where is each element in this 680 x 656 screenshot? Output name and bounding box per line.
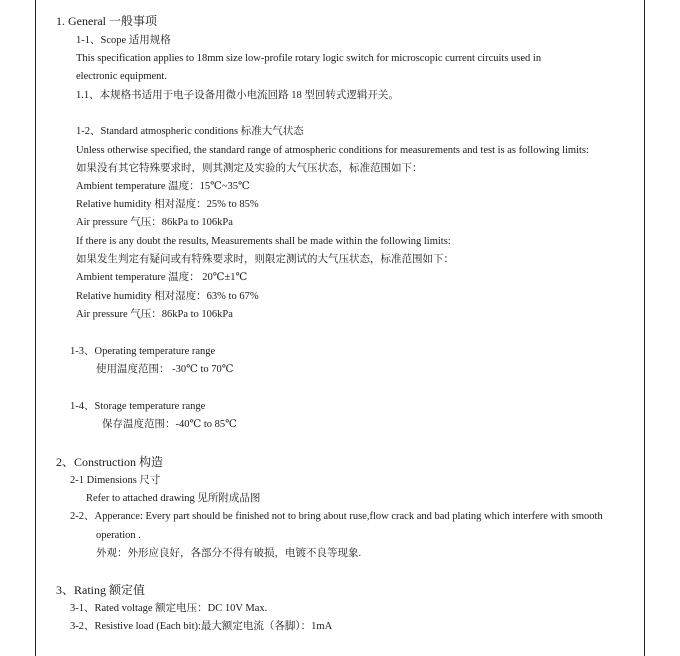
operating-temp-value: 使用温度范围： -30℃ to 70℃ [96, 364, 234, 375]
scope-text-en-1: This specification applies to 18mm size low-profile rotary logic switch for microscopic current circuits used in [76, 53, 542, 64]
operating-temp-heading: 1-3、Operating temperature range [70, 346, 216, 357]
appearance-text-zh: 外观：外形应良好，各部分不得有破损，电镀不良等现象. [96, 548, 362, 559]
scope-text-en-2: electronic equipment. [76, 71, 167, 82]
section-rating-heading: 3、Rating 额定值 [56, 583, 145, 597]
section-general-heading: 1. General 一般事项 [56, 14, 157, 28]
appearance-text-1: 2-2、Apperance: Every part should be finished not to bring about ruse,flow crack and bad plating which interfere with smooth [70, 511, 603, 522]
relative-humidity: Relative humidity 相对湿度：25% to 85% [76, 199, 259, 210]
ambient-temperature: Ambient temperature 温度：15℃~35℃ [76, 181, 250, 192]
relative-humidity-2: Relative humidity 相对湿度：63% to 67% [76, 291, 259, 302]
scope-text-zh: 1.1、本规格书适用于电子设备用微小电流回路 18 型回转式逻辑开关。 [76, 90, 399, 101]
resistive-load: 3-2、Resistive load (Each bit):最大额定电流（各脚）：1mA [70, 621, 333, 632]
dimensions-heading: 2-1 Dimensions 尺寸 [70, 475, 161, 486]
storage-temp-heading: 1-4、Storage temperature range [70, 401, 206, 412]
atmospheric-intro-zh: 如果没有其它特殊要求时，则其测定及实验的大气压状态，标准范围如下： [76, 163, 423, 174]
atmospheric-intro-en: Unless otherwise specified, the standard range of atmospheric conditions for measurements and test is as following limits: [76, 145, 589, 156]
appearance-text-2: operation . [96, 530, 141, 541]
doubt-text-zh: 如果发生判定有疑问或有特殊要求时，则限定测试的大气压状态，标准范围如下： [76, 254, 454, 265]
atmospheric-heading: 1-2、Standard atmospheric conditions 标准大气状态 [76, 126, 304, 137]
storage-temp-value: 保存温度范围：-40℃ to 85℃ [102, 419, 237, 430]
ambient-temperature-2: Ambient temperature 温度： 20℃±1℃ [76, 272, 248, 283]
section-construction-heading: 2、Construction 构造 [56, 455, 163, 469]
air-pressure-2: Air pressure 气压：86kPa to 106kPa [76, 309, 233, 320]
doubt-text-en: If there is any doubt the results, Measurements shall be made within the following limits: [76, 236, 451, 247]
dimensions-value: Refer to attached drawing 见所附成品图 [86, 493, 261, 504]
rated-voltage: 3-1、Rated voltage 额定电压：DC 10V Max. [70, 603, 268, 614]
scope-heading: 1-1、Scope 适用规格 [76, 35, 171, 46]
air-pressure: Air pressure 气压：86kPa to 106kPa [76, 217, 233, 228]
